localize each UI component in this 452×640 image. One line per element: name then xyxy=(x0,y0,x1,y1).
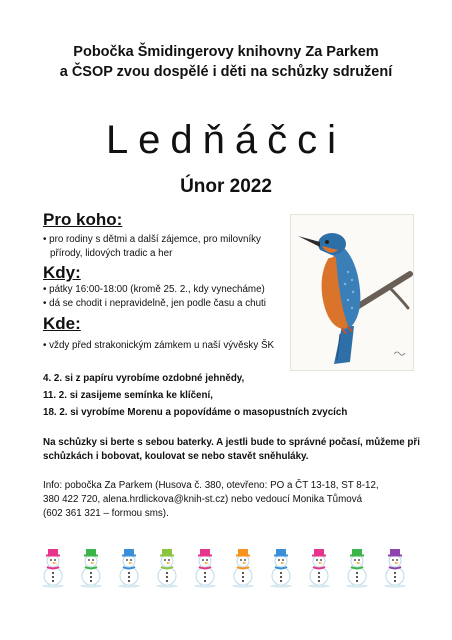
when-line-2: • dá se chodit i nepravidelně, jen podle času a chuti xyxy=(43,298,266,309)
where-heading: Kde: xyxy=(43,314,81,333)
when-line-1: • pátky 16:00-18:00 (kromě 25. 2., kdy vynecháme) xyxy=(43,284,265,295)
for-whom-heading: Pro koho: xyxy=(43,210,123,229)
for-whom-line-1: • pro rodiny s dětmi a další zájemce, pro milovníky xyxy=(43,234,261,245)
schedule-item-2: 11. 2. si zasijeme semínka ke klíčení, xyxy=(43,390,213,401)
snowman-icon xyxy=(342,546,372,588)
header-line-1: Pobočka Šmidingerovy knihovny Za Parkem xyxy=(73,44,379,60)
header-line-2: a ČSOP zvou dospělé i děti na schůzky sdružení xyxy=(59,64,393,80)
note-line-2: schůzkách i bobovat, koulovat se nebo stavět sněhuláky. xyxy=(43,451,309,462)
when-heading: Kdy: xyxy=(43,263,81,282)
snowman-icon xyxy=(152,546,182,588)
note-line-1: Na schůzky si berte s sebou baterky. A jestli bude to správné počasí, můžeme při xyxy=(43,437,420,448)
info-line-2: 380 422 720, alena.hrdlickova@knih-st.cz) nebo vedoucí Monika Tůmová xyxy=(43,494,363,505)
schedule-item-1: 4. 2. si z papíru vyrobíme ozdobné jehnědy, xyxy=(43,373,245,384)
info-line-1: Info: pobočka Za Parkem (Husova č. 380, otevřeno: PO a ČT 13-18, ST 8-12, xyxy=(43,480,379,491)
where-line-1: • vždy před strakonickým zámkem u naší vývěsky ŠK xyxy=(43,340,275,351)
kingfisher-painting xyxy=(290,214,414,371)
snowman-icon xyxy=(76,546,106,588)
month-heading: Únor 2022 xyxy=(180,176,272,197)
snowman-icon xyxy=(380,546,410,588)
for-whom-line-2: přírody, lidových tradic a her xyxy=(50,248,173,259)
snowman-icon xyxy=(190,546,220,588)
snowman-icon xyxy=(114,546,144,588)
snowman-icon xyxy=(304,546,334,588)
poster-title: Ledňáčci xyxy=(105,118,347,162)
info-line-3: (602 361 321 – formou sms). xyxy=(43,508,169,519)
snowman-icon xyxy=(228,546,258,588)
snowman-icon xyxy=(266,546,296,588)
snowman-icon xyxy=(38,546,68,588)
schedule-item-3: 18. 2. si vyrobíme Morenu a popovídáme o masopustních zvycích xyxy=(43,407,348,418)
